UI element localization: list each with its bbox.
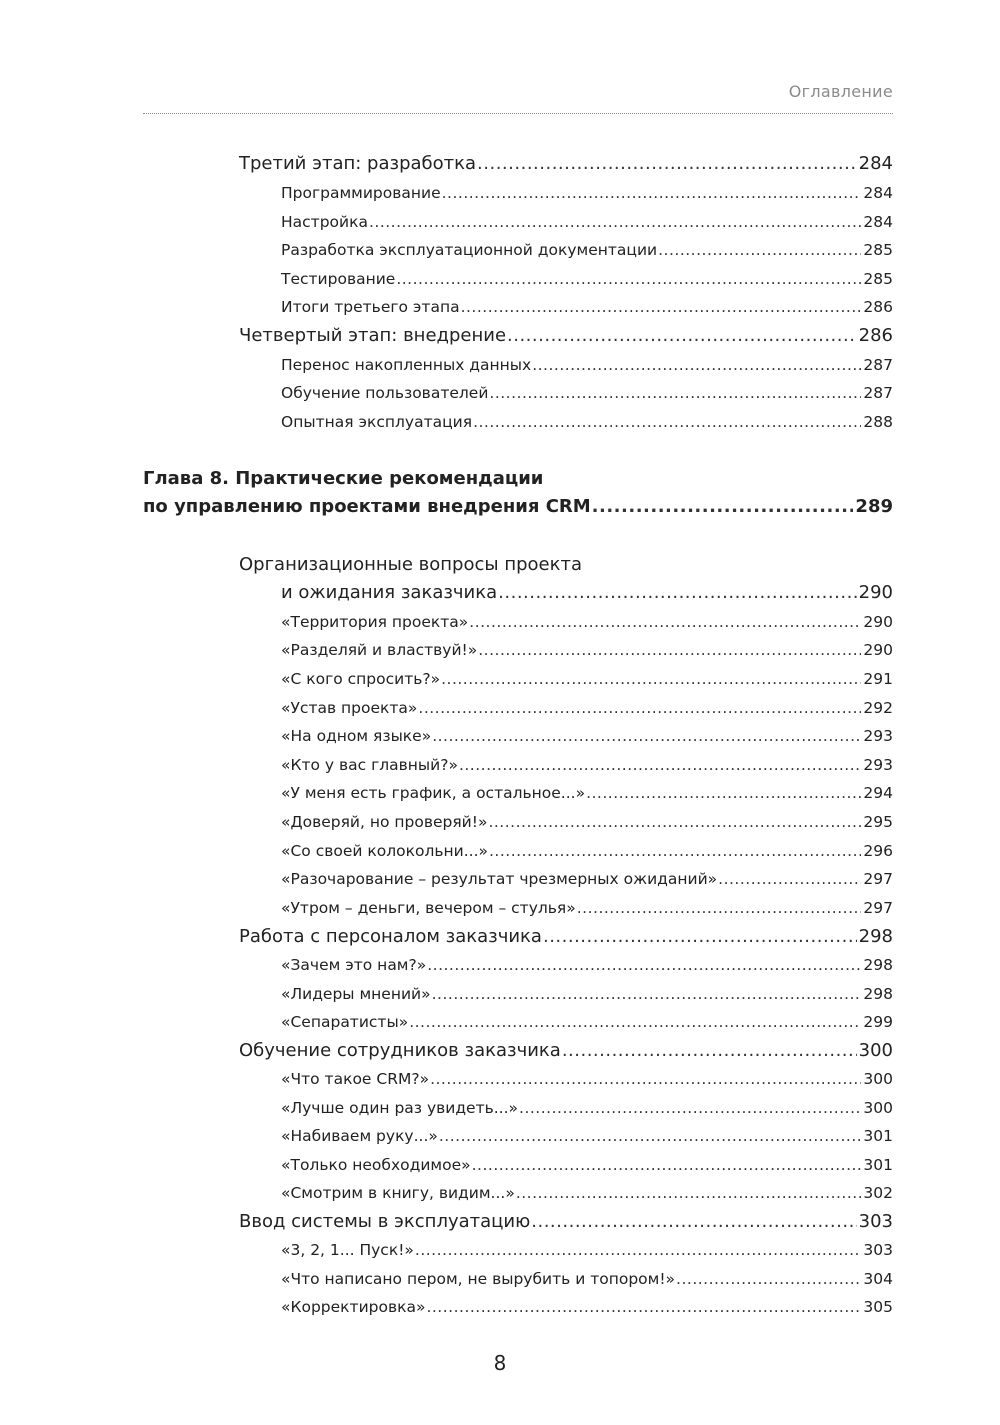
toc-entry-title: «На одном языке» — [281, 727, 432, 745]
toc-entry-title: «Что такое CRM?» — [281, 1070, 430, 1088]
chapter-title-line1: Глава 8. Практические рекомендации — [143, 468, 544, 489]
toc-entry-title: «Смотрим в книгу, видим...» — [281, 1184, 515, 1202]
toc-entry-page: 297 — [863, 899, 893, 917]
toc-entry-title: Программирование — [281, 184, 441, 202]
toc-entry-title: «3, 2, 1... Пуск!» — [281, 1241, 414, 1259]
toc-entry-section[interactable] — [239, 926, 893, 947]
toc-entry-page: 286 — [858, 325, 893, 346]
toc-entry-page: 284 — [863, 184, 893, 202]
toc-entry-title: «Территория проекта» — [281, 613, 469, 631]
dot-leader — [442, 184, 862, 202]
dot-leader — [396, 270, 861, 288]
dot-leader — [441, 670, 861, 688]
toc-entry-title: «Корректировка» — [281, 1298, 426, 1316]
toc-entry-page: 300 — [858, 1040, 893, 1061]
toc-entry-title: «С кого спросить?» — [281, 670, 441, 688]
toc-entry-page: 290 — [863, 613, 893, 631]
toc-entry-page: 289 — [855, 496, 893, 517]
toc-entry-title: Обучение пользователей — [281, 384, 489, 402]
toc-entry-page: 292 — [863, 699, 893, 717]
toc-entry-page: 296 — [863, 842, 893, 860]
dot-leader — [426, 1298, 861, 1316]
dot-leader — [432, 727, 861, 745]
toc-entry-title: Разработка эксплуатационной документации — [281, 241, 658, 259]
toc-entry-page: 290 — [863, 641, 893, 659]
chapter-title-line2: по управлению проектами внедрения CRM — [143, 496, 591, 517]
toc-entry-subsection[interactable] — [281, 670, 893, 688]
toc-entry-section[interactable] — [239, 1040, 893, 1061]
toc-entry-page: 293 — [863, 756, 893, 774]
dot-leader — [477, 153, 857, 174]
toc-entry-page: 295 — [863, 813, 893, 831]
toc-entry-page: 300 — [863, 1070, 893, 1088]
toc-entry-subsection[interactable] — [281, 184, 893, 202]
toc-entry-subsection[interactable] — [281, 1070, 893, 1088]
toc-entry-subsection[interactable] — [281, 270, 893, 288]
dot-leader — [658, 241, 861, 259]
toc-entry-title: Опытная эксплуатация — [281, 413, 473, 431]
dot-leader — [369, 213, 861, 231]
toc-entry-title: Ввод системы в эксплуатацию — [239, 1211, 531, 1232]
toc-entry-subsection[interactable] — [281, 956, 893, 974]
toc-entry-page: 285 — [863, 270, 893, 288]
dot-leader — [489, 384, 861, 402]
toc-entry-page: 286 — [863, 298, 893, 316]
toc-entry-page: 301 — [863, 1127, 893, 1145]
toc-entry-title: Тестирование — [281, 270, 396, 288]
dot-leader — [531, 1211, 856, 1232]
toc-entry-section[interactable] — [239, 153, 893, 174]
toc-entry-subsection[interactable] — [281, 727, 893, 745]
toc-entry-page: 291 — [863, 670, 893, 688]
toc-entry-subsection[interactable] — [281, 241, 893, 259]
toc-entry-page: 287 — [863, 356, 893, 374]
toc-entry-subsection[interactable] — [281, 784, 893, 802]
toc-entry-page: 305 — [863, 1298, 893, 1316]
toc-entry-page: 290 — [858, 582, 893, 603]
toc-entry-subsection[interactable] — [281, 1156, 893, 1174]
toc-entry-subsection[interactable] — [281, 1013, 893, 1031]
toc-entry-subsection[interactable] — [281, 213, 893, 231]
toc-entry-subsection[interactable] — [281, 1099, 893, 1117]
toc-entry-page: 298 — [863, 985, 893, 1003]
toc-entry-title: «Сепаратисты» — [281, 1013, 409, 1031]
dot-leader — [415, 1241, 862, 1259]
dot-leader — [586, 784, 861, 802]
dot-leader — [409, 1013, 861, 1031]
dot-leader — [430, 1070, 861, 1088]
toc-entry-title: Четвертый этап: внедрение — [239, 325, 507, 346]
toc-entry-section[interactable] — [281, 582, 893, 603]
toc-entry-subsection[interactable] — [281, 641, 893, 659]
toc-entry-subsection[interactable] — [281, 870, 893, 888]
dot-leader — [432, 985, 862, 1003]
dot-leader — [676, 1270, 861, 1288]
toc-entry-title: Настройка — [281, 213, 368, 231]
toc-entry-page: 294 — [863, 784, 893, 802]
dot-leader — [577, 899, 862, 917]
toc-entry-subsection[interactable] — [281, 613, 893, 631]
toc-entry-title: Итоги третьего этапа — [281, 298, 460, 316]
toc-entry-title: «Со своей колокольни...» — [281, 842, 488, 860]
toc-entry-subsection[interactable] — [281, 842, 893, 860]
toc-entry-page: 298 — [858, 926, 893, 947]
toc-entry-subsection[interactable] — [281, 899, 893, 917]
toc-entry-page: 288 — [863, 413, 893, 431]
dot-leader — [562, 1040, 857, 1061]
toc-entry-title: Перенос накопленных данных — [281, 356, 532, 374]
section-title-line1: Организационные вопросы проекта — [239, 554, 582, 575]
toc-entry-title: «Кто у вас главный?» — [281, 756, 458, 774]
toc-entry-page: 293 — [863, 727, 893, 745]
dot-leader — [472, 1156, 862, 1174]
toc-entry-title: «Доверяй, но проверяй!» — [281, 813, 488, 831]
toc-entry-title: Обучение сотрудников заказчика — [239, 1040, 561, 1061]
toc-entry-subsection[interactable] — [281, 699, 893, 717]
section-title-line2: и ожидания заказчика — [281, 582, 498, 603]
dot-leader — [507, 325, 857, 346]
toc-entry-section[interactable] — [239, 1211, 893, 1232]
toc-entry-chapter[interactable] — [143, 496, 893, 517]
toc-entry-page: 300 — [863, 1099, 893, 1117]
dot-leader — [427, 956, 861, 974]
toc-entry-title: «Что написано пером, не вырубить и топором!» — [281, 1270, 676, 1288]
toc-entry-page: 303 — [863, 1241, 893, 1259]
dot-leader — [488, 813, 861, 831]
toc-entry-subsection[interactable] — [281, 813, 893, 831]
toc-entry-subsection[interactable] — [281, 298, 893, 316]
toc-entry-subsection[interactable] — [281, 356, 893, 374]
dot-leader — [519, 1099, 861, 1117]
dot-leader — [532, 356, 861, 374]
toc-entry-page: 297 — [863, 870, 893, 888]
dot-leader — [461, 298, 862, 316]
dot-leader — [459, 756, 861, 774]
toc-entry-page: 298 — [863, 956, 893, 974]
toc-entry-subsection[interactable] — [281, 413, 893, 431]
dot-leader — [478, 641, 861, 659]
dot-leader — [489, 842, 861, 860]
toc-entry-subsection[interactable] — [281, 384, 893, 402]
toc-entry-page: 301 — [863, 1156, 893, 1174]
dot-leader — [543, 926, 857, 947]
dot-leader — [498, 582, 856, 603]
toc-entry-page: 303 — [858, 1211, 893, 1232]
dot-leader — [516, 1184, 862, 1202]
toc-entry-title: «Утром – деньги, вечером – стулья» — [281, 899, 576, 917]
toc-entry-page: 287 — [863, 384, 893, 402]
toc-entry-page: 304 — [863, 1270, 893, 1288]
toc-entry-title: «Устав проекта» — [281, 699, 418, 717]
toc-entry-title: «Набиваем руку...» — [281, 1127, 438, 1145]
toc-entry-page: 285 — [863, 241, 893, 259]
toc-entry-title: «У меня есть график, а остальное...» — [281, 784, 586, 802]
dot-leader — [718, 870, 861, 888]
toc-entry-title: Третий этап: разработка — [239, 153, 477, 174]
toc-entry-page: 299 — [863, 1013, 893, 1031]
toc-entry-title: «Разочарование – результат чрезмерных ожиданий» — [281, 870, 718, 888]
running-head: Оглавление — [788, 82, 893, 101]
dot-leader — [473, 413, 861, 431]
dot-leader — [439, 1127, 862, 1145]
toc-entry-subsection[interactable] — [281, 1127, 893, 1145]
toc-entry-title: «Лучше один раз увидеть...» — [281, 1099, 519, 1117]
toc-entry-subsection[interactable] — [281, 1298, 893, 1316]
toc-entry-page: 284 — [858, 153, 893, 174]
dot-leader — [418, 699, 861, 717]
toc-entry-subsection[interactable] — [281, 1241, 893, 1259]
toc-entry-subsection[interactable] — [281, 1184, 893, 1202]
toc-entry-section[interactable] — [239, 325, 893, 346]
dot-leader — [469, 613, 861, 631]
dot-leader — [592, 496, 854, 517]
toc-entry-page: 284 — [863, 213, 893, 231]
toc-entry-title: Работа с персоналом заказчика — [239, 926, 542, 947]
toc-entry-subsection[interactable] — [281, 756, 893, 774]
toc-entry-subsection[interactable] — [281, 985, 893, 1003]
toc-entry-title: «Зачем это нам?» — [281, 956, 427, 974]
toc-entry-title: «Только необходимое» — [281, 1156, 471, 1174]
page-number: 8 — [493, 1351, 507, 1375]
toc-entry-subsection[interactable] — [281, 1270, 893, 1288]
toc-entry-title: «Разделяй и властвуй!» — [281, 641, 478, 659]
toc-entry-title: «Лидеры мнений» — [281, 985, 431, 1003]
toc-entry-page: 302 — [863, 1184, 893, 1202]
